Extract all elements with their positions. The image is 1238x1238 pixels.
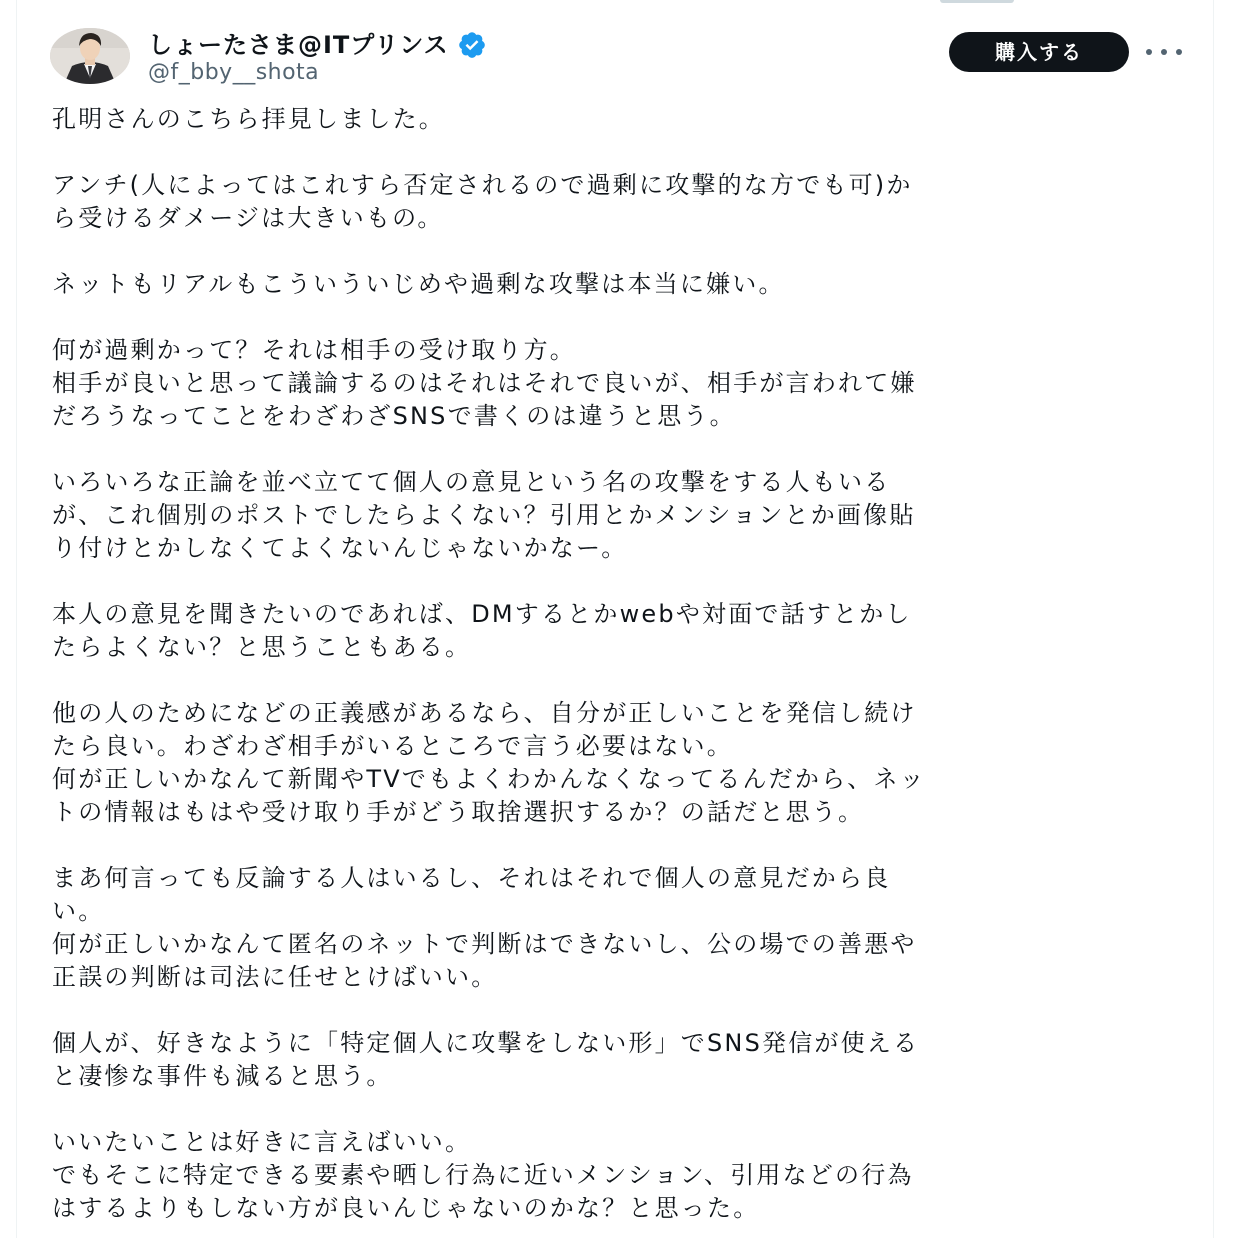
paragraph-break — [52, 994, 1192, 1027]
post-text-line: 何が正しいかなんて新聞やTVでもよくわかんなくなってるんだから、ネッ — [52, 765, 926, 793]
verified-badge-icon[interactable] — [457, 30, 487, 60]
paragraph-break — [52, 1093, 1192, 1126]
paragraph-break — [52, 301, 1192, 334]
buy-button[interactable]: 購入する — [949, 32, 1129, 72]
post-text-line: たら良い。わざわざ相手がいるところで言う必要はない。 — [52, 732, 733, 760]
author-info — [148, 30, 487, 86]
ellipsis-icon[interactable] — [1146, 40, 1182, 64]
author-display-name[interactable] — [148, 30, 487, 60]
post-text-line: 孔明さんのこちら拝見しました。 — [52, 105, 445, 133]
display-name-text[interactable]: しょーたさま@ITプリンス — [148, 31, 449, 59]
paragraph-break — [52, 433, 1192, 466]
post-text-line: トの情報はもはや受け取り手がどう取捨選択するか？の話だと思う。 — [52, 798, 865, 826]
post-text-line: 個人が、好きなように「特定個人に攻撃をしない形」でSNS発信が使える — [52, 1029, 920, 1057]
post-text-line: はするよりもしない方が良いんじゃないのかな？と思った。 — [52, 1194, 760, 1222]
post-text — [52, 103, 1192, 1225]
dot — [1176, 49, 1182, 55]
post-text-line: 何が過剰かって？それは相手の受け取り方。 — [52, 336, 576, 364]
post-text-line: が、これ個別のポストでしたらよくない？引用とかメンションとか画像貼 — [52, 501, 916, 529]
post-text-line: 何が正しいかなんて匿名のネットで判断はできないし、公の場での善悪や — [52, 930, 917, 958]
paragraph-break — [52, 235, 1192, 268]
paragraph-break — [52, 136, 1192, 169]
post-text-line: い。 — [52, 897, 105, 925]
paragraph-break — [52, 664, 1192, 697]
dot — [1161, 49, 1167, 55]
post-text-line: アンチ(人によってはこれすら否定されるので過剰に攻撃的な方でも可)か — [52, 171, 913, 199]
person-in-suit-avatar-icon — [50, 28, 130, 84]
paragraph-break — [52, 565, 1192, 598]
post-header — [50, 28, 1190, 88]
post-text-line: 相手が良いと思って議論するのはそれはそれで良いが、相手が言われて嫌 — [52, 369, 917, 397]
post-text-line: まあ何言っても反論する人はいるし、それはそれで個人の意見だから良 — [52, 864, 891, 892]
author-handle[interactable]: @f_bby__shota — [148, 60, 320, 85]
post-text-line: ネットもリアルもこういういじめや過剰な攻撃は本当に嫌い。 — [52, 270, 785, 298]
post-text-line: と凄惨な事件も減ると思う。 — [52, 1062, 393, 1090]
post-text-line: 他の人のためになどの正義感があるなら、自分が正しいことを発信し続け — [52, 699, 917, 727]
post-text-line: ら受けるダメージは大きいもの。 — [52, 204, 444, 232]
post-text-line: たらよくない？と思うこともある。 — [52, 633, 472, 661]
paragraph-break — [52, 829, 1192, 862]
post-text-line: でもそこに特定できる要素や晒し行為に近いメンション、引用などの行為 — [52, 1161, 914, 1189]
scroll-indicator — [940, 0, 1014, 3]
post-text-line: 正誤の判断は司法に任せとけばいい。 — [52, 963, 498, 991]
post-text-line: 本人の意見を聞きたいのであれば、DMするとかwebや対面で話すとかし — [52, 600, 912, 628]
post-text-line: り付けとかしなくてよくないんじゃないかなー。 — [52, 534, 628, 562]
post-text-line: いいたいことは好きに言えばいい。 — [52, 1128, 472, 1156]
post-text-line: いろいろな正論を並べ立てて個人の意見という名の攻撃をする人もいる — [52, 468, 891, 496]
post-text-line: だろうなってことをわざわざSNSで書くのは違うと思う。 — [52, 402, 736, 430]
dot — [1146, 49, 1152, 55]
avatar[interactable] — [50, 28, 130, 84]
